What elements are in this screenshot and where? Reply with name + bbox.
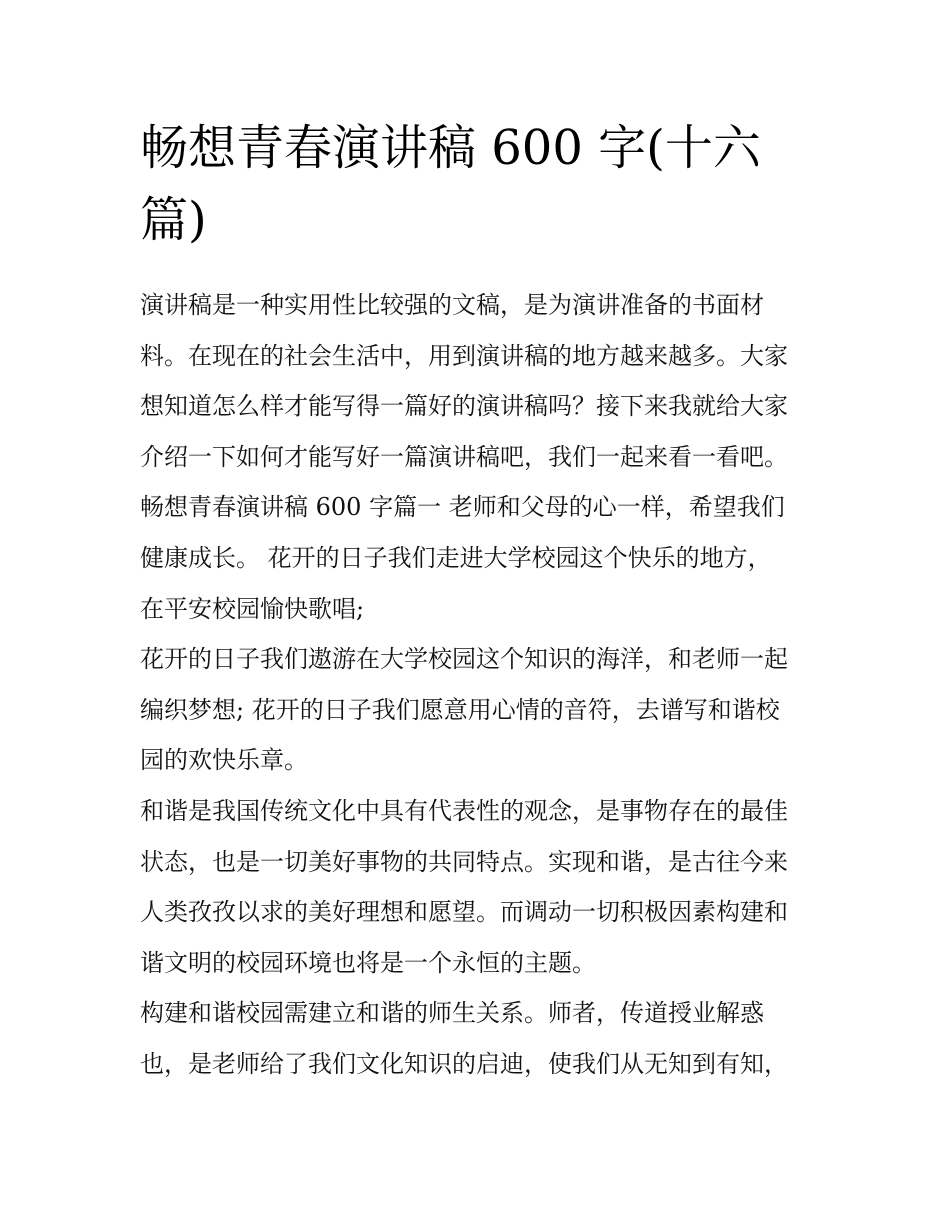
title-line: 篇): [140, 192, 207, 248]
body-line: 人类孜孜以求的美好理想和愿望。而调动一切积极因素构建和: [140, 898, 788, 927]
document-body: [140, 280, 820, 1090]
body-line: 也，是老师给了我们文化知识的启迪，使我们从无知到有知，: [140, 1049, 788, 1078]
body-line: 演讲稿是一种实用性比较强的文稿，是为演讲准备的书面材: [140, 291, 764, 319]
body-line: 想知道怎么样才能写得一篇好的演讲稿吗？接下来我就给大家: [140, 392, 788, 421]
body-line: 状态，也是一切美好事物的共同特点。实现和谐，是古往今来: [140, 847, 788, 876]
body-line: 在平安校园愉快歌唱;: [140, 594, 365, 623]
document-title: [140, 112, 820, 256]
title-line: 畅想青春演讲稿 600 字(十六: [140, 120, 761, 176]
body-line: 健康成长。 花开的日子我们走进大学校园这个快乐的地方，: [140, 543, 772, 572]
body-line: 构建和谐校园需建立和谐的师生关系。师者，传道授业解惑: [140, 999, 764, 1028]
body-line: 园的欢快乐章。: [140, 746, 308, 775]
body-line: 料。在现在的社会生活中，用到演讲稿的地方越来越多。大家: [140, 341, 788, 370]
body-line: 花开的日子我们遨游在大学校园这个知识的海洋，和老师一起: [140, 645, 788, 674]
body-line: 和谐是我国传统文化中具有代表性的观念，是事物存在的最佳: [140, 796, 788, 825]
body-line: 谐文明的校园环境也将是一个永恒的主题。: [140, 948, 596, 977]
body-line: 编织梦想; 花开的日子我们愿意用心情的音符，去谱写和谐校: [140, 695, 780, 724]
body-line: 畅想青春演讲稿 600 字篇一 老师和父母的心一样，希望我们: [140, 493, 785, 522]
body-line: 介绍一下如何才能写好一篇演讲稿吧，我们一起来看一看吧。: [140, 442, 788, 471]
